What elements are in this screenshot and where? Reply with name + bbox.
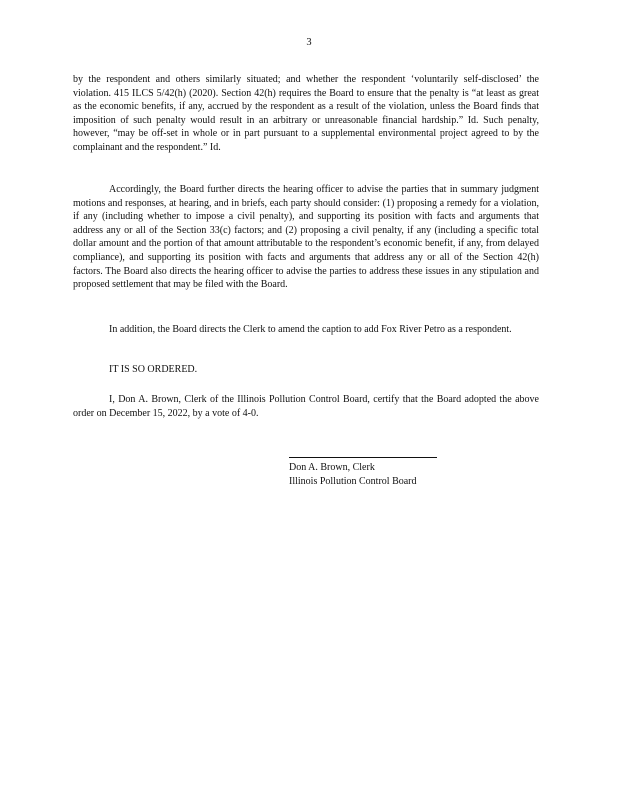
- signature-block: [289, 461, 417, 488]
- signature-name: Don A. Brown, Clerk: [289, 462, 375, 473]
- paragraph-clerk-certification: [73, 393, 539, 420]
- paragraph-clerk-certification-text: I, Don A. Brown, Clerk of the Illinois Pollution Control Board, certify that the Board adopted the above order on December 15, 2022, by a vote of 4-0.: [73, 394, 539, 419]
- signature-organization: Illinois Pollution Control Board: [289, 475, 417, 487]
- page-number: 3: [306, 37, 312, 48]
- signature-line: [289, 457, 437, 458]
- paragraph-hearing-directions: [73, 183, 539, 292]
- paragraph-penalty-factors: by the respondent and others similarly situated; and whether the respondent ‘voluntarily self-disclosed’ the violation. 415 ILCS 5/42(h) (2020). Section 42(h) requires the Board to ensure that the penalty is “at least as great as the economic benefits, if any, accrued by the respondent as a result of the violation, unless the Board finds that imposition of such penalty would result in an arbitrary or unreasonable financial hardship.” Id. Such penalty, however, “may be off-set in whole or in part pursuant to a supplemental environmental project agreed to by the complainant and the respondent.” Id.: [73, 74, 539, 153]
- paragraph-so-ordered-text: IT IS SO ORDERED.: [109, 364, 198, 375]
- paragraph-so-ordered: [73, 363, 539, 377]
- paragraph-caption-amendment-text: In addition, the Board directs the Clerk to amend the caption to add Fox River Petro as a respondent.: [109, 324, 512, 335]
- paragraph-hearing-directions-text: Accordingly, the Board further directs the hearing officer to advise the parties that in summary judgment motions and responses, at hearing, and in briefs, each party should consider: (1) proposing a remedy for a violation, if any (including whether to impose a civil penalty), and supporting its position with facts and arguments that address any or all of the Section 33(c) factors; and (2) proposing a civil penalty, if any (including a specific total dollar amount and the portion of that amount attributable to the respondent’s economic benefit, if any, from delayed compliance), and supporting its position with facts and arguments that address any or all of the Section 42(h) factors. The Board also directs the hearing officer to advise the parties to address these issues in any stipulation and proposed settlement that may be filed with the Board.: [73, 184, 539, 291]
- paragraph-caption-amendment: [73, 323, 539, 337]
